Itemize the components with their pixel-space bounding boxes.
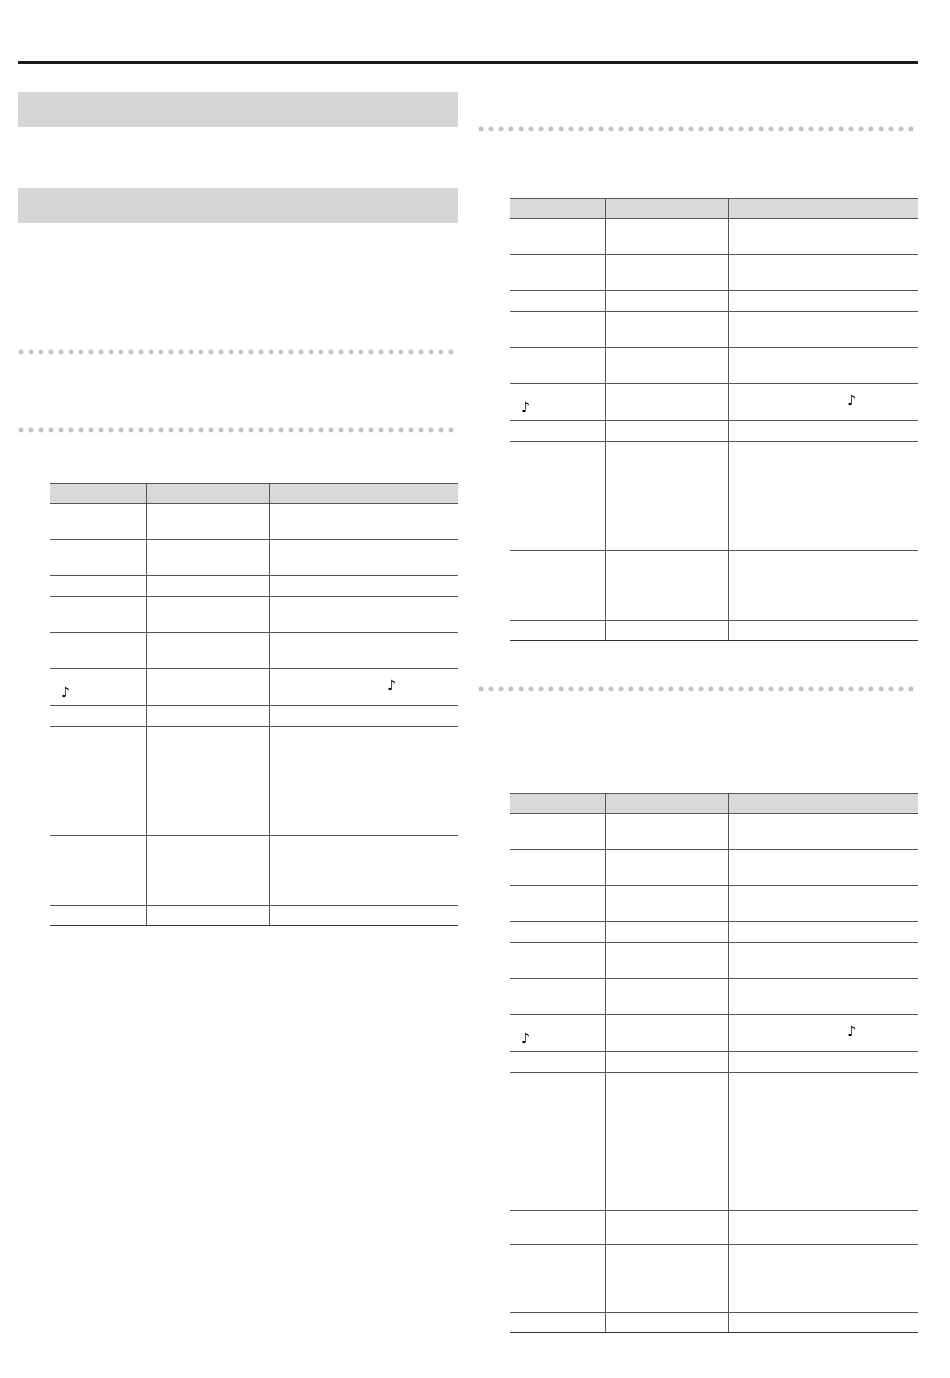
eighth-note-icon: ♪: [847, 393, 856, 409]
dotted-divider-3: [478, 125, 918, 133]
table-row: [50, 576, 458, 597]
table-row: [510, 1073, 918, 1211]
table-row: [510, 421, 918, 442]
table-row: [510, 943, 918, 979]
page-top-rule: [18, 61, 918, 64]
eighth-note-icon: ♪: [521, 1031, 530, 1047]
table-header-row: [510, 199, 918, 219]
eighth-note-icon: ♪: [387, 678, 396, 694]
table-row: [50, 540, 458, 576]
table-header-row: [510, 794, 918, 814]
table-row: [50, 633, 458, 669]
table-row: [50, 906, 458, 926]
table-row: [510, 922, 918, 943]
table-row: [510, 312, 918, 348]
table-row: [510, 1052, 918, 1073]
table-row: [510, 219, 918, 255]
section-heading-bar-2: [18, 188, 458, 223]
table-row: [510, 1211, 918, 1245]
table-row: [510, 814, 918, 850]
table-row: [50, 706, 458, 727]
table-row: [50, 836, 458, 906]
table-row: [510, 979, 918, 1015]
dotted-divider-1: [18, 348, 458, 356]
table-row: [50, 727, 458, 836]
table-row: [510, 384, 918, 421]
table-row: [510, 291, 918, 312]
table-row: [510, 1245, 918, 1313]
eighth-note-icon: ♪: [61, 685, 70, 701]
table-header-row: [50, 484, 458, 504]
table-row: [50, 504, 458, 540]
eighth-note-icon: ♪: [521, 400, 530, 416]
parameter-table-2: [510, 198, 918, 641]
dotted-divider-4: [478, 685, 918, 693]
table-row: [510, 348, 918, 384]
table-row: [510, 621, 918, 641]
parameter-table-3: [510, 793, 918, 1333]
section-heading-bar-1: [18, 92, 458, 127]
table-row: [510, 886, 918, 922]
table-row: [50, 669, 458, 706]
eighth-note-icon: ♪: [847, 1024, 856, 1040]
table-row: [510, 1313, 918, 1333]
table-row: [50, 597, 458, 633]
table-row: [510, 255, 918, 291]
parameter-table-1: [50, 483, 458, 926]
table-row: [510, 442, 918, 551]
dotted-divider-2: [18, 426, 458, 434]
table-row: [510, 551, 918, 621]
table-row: [510, 850, 918, 886]
table-row: [510, 1015, 918, 1052]
